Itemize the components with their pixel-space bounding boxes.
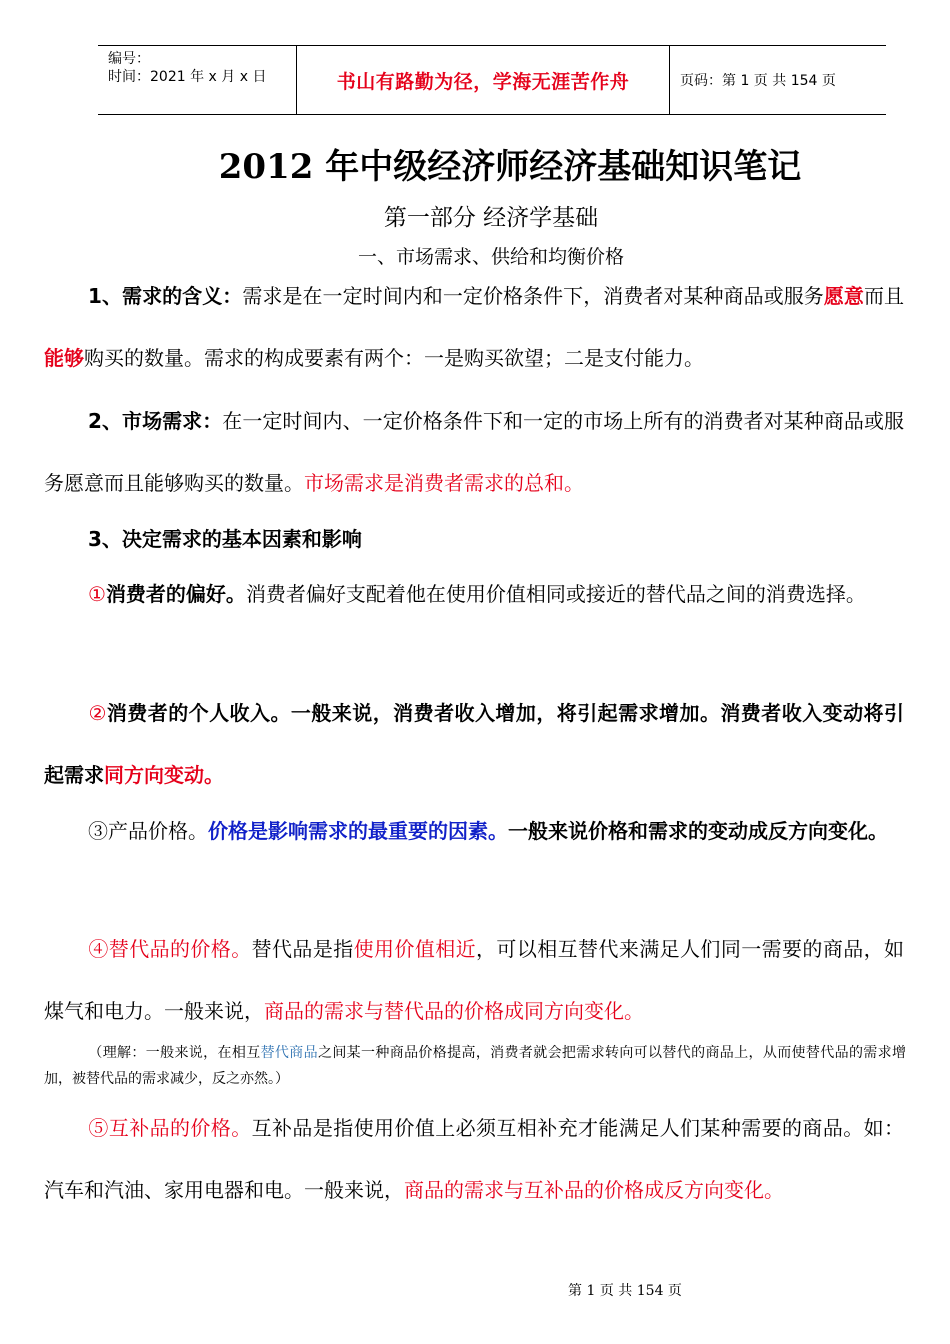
substitute-goods-link[interactable]: 替代商品 [260, 1045, 318, 1061]
document-title: 2012 年中级经济师经济基础知识笔记 [218, 147, 802, 187]
paragraph-factors-heading [44, 508, 904, 570]
highlight-substitute-relation: 商品的需求与替代品的价格成同方向变化。 [264, 999, 644, 1023]
highlight-able: 能够 [44, 346, 84, 370]
header-number-label: 编号： [108, 51, 150, 67]
note-text: 之间某一种商品价格提高，消费者就会把需求转向可以替代的商品上，从而使替代品的需求增加，被替代品的需求减少，反之亦然。） [44, 1045, 907, 1087]
factor-lead: 产品价格。 [108, 819, 208, 843]
factor-preference [44, 563, 904, 625]
factor-text: 消费者的个人收入。一般来说，消费者收入增加，将引起需求增加。消费者收入变动将引起需求 [44, 701, 905, 787]
factor-income [44, 682, 904, 806]
factor-complement [44, 1097, 904, 1221]
factor-number: ① [88, 582, 106, 606]
paragraph-text: 在一定时间内、一定价格条件下和一定的市场上所有的消费者对某种商品或服务愿意而且能够购买的数量。 [44, 409, 904, 495]
factors-heading: 3、决定需求的基本因素和影响 [88, 527, 362, 551]
factor-text: ，可以相互替代来满足人们同一需要的商品，如煤气和电力。一般来说， [44, 937, 905, 1023]
paragraph-lead: 1、需求的含义： [88, 284, 243, 308]
paragraph-demand-definition [44, 265, 904, 389]
factor-price [44, 800, 904, 862]
page-header [98, 45, 886, 115]
factor-lead: 替代品的价格。 [108, 937, 252, 961]
factor-number: ⑤ [88, 1116, 109, 1140]
highlight-market-demand-sum: 市场需求是消费者需求的总和。 [304, 471, 584, 495]
highlight-same-direction: 同方向变动。 [104, 763, 224, 787]
header-time-label: 时间：2021 年 x 月 x 日 [108, 69, 267, 85]
factor-text: 互补品是指使用价值上必须互相补充才能满足人们某种需要的商品。如：汽车和汽油、家用电器和电。一般来说， [44, 1116, 905, 1202]
paragraph-text: 需求是在一定时间内和一定价格条件下，消费者对某种商品或服务 [242, 284, 824, 308]
highlight-willing: 愿意 [823, 284, 864, 308]
factor-number: ② [88, 701, 107, 725]
paragraph-text: 购买的数量。需求的构成要素有两个：一是购买欲望；二是支付能力。 [84, 346, 704, 370]
header-page-info: 页码：第 1 页 共 154 页 [680, 73, 836, 89]
factor-lead: 消费者的偏好。 [105, 582, 246, 606]
highlight-complement-relation: 商品的需求与互补品的价格成反方向变化。 [404, 1178, 784, 1202]
factor-number: ③ [88, 819, 108, 843]
highlight-price-most-important: 价格是影响需求的最重要的因素。 [208, 819, 508, 843]
factor-number: ④ [88, 937, 109, 961]
factor-text: 消费者偏好支配着他在使用价值相同或接近的替代品之间的消费选择。 [245, 582, 866, 606]
header-motto: 书山有路勤为径，学海无涯苦作舟 [296, 46, 670, 114]
part-heading: 第一部分 经济学基础 [383, 205, 599, 231]
highlight-similar-use-value: 使用价值相近 [353, 937, 477, 961]
factor-lead: 互补品的价格。 [108, 1116, 252, 1140]
factor-text: 一般来说价格和需求的变动成反方向变化。 [508, 819, 888, 843]
paragraph-lead: 2、市场需求： [88, 409, 223, 433]
factor-substitute [44, 918, 904, 1042]
page-footer: 第 1 页 共 154 页 [568, 1283, 682, 1299]
paragraph-text: 而且 [863, 284, 905, 308]
understanding-note [44, 1040, 906, 1092]
header-meta [108, 50, 266, 86]
note-text: （理解：一般来说，在相互 [88, 1045, 261, 1061]
factor-text: 替代品是指 [251, 937, 354, 961]
section-heading: 一、市场需求、供给和均衡价格 [357, 246, 624, 268]
paragraph-market-demand [44, 390, 904, 514]
